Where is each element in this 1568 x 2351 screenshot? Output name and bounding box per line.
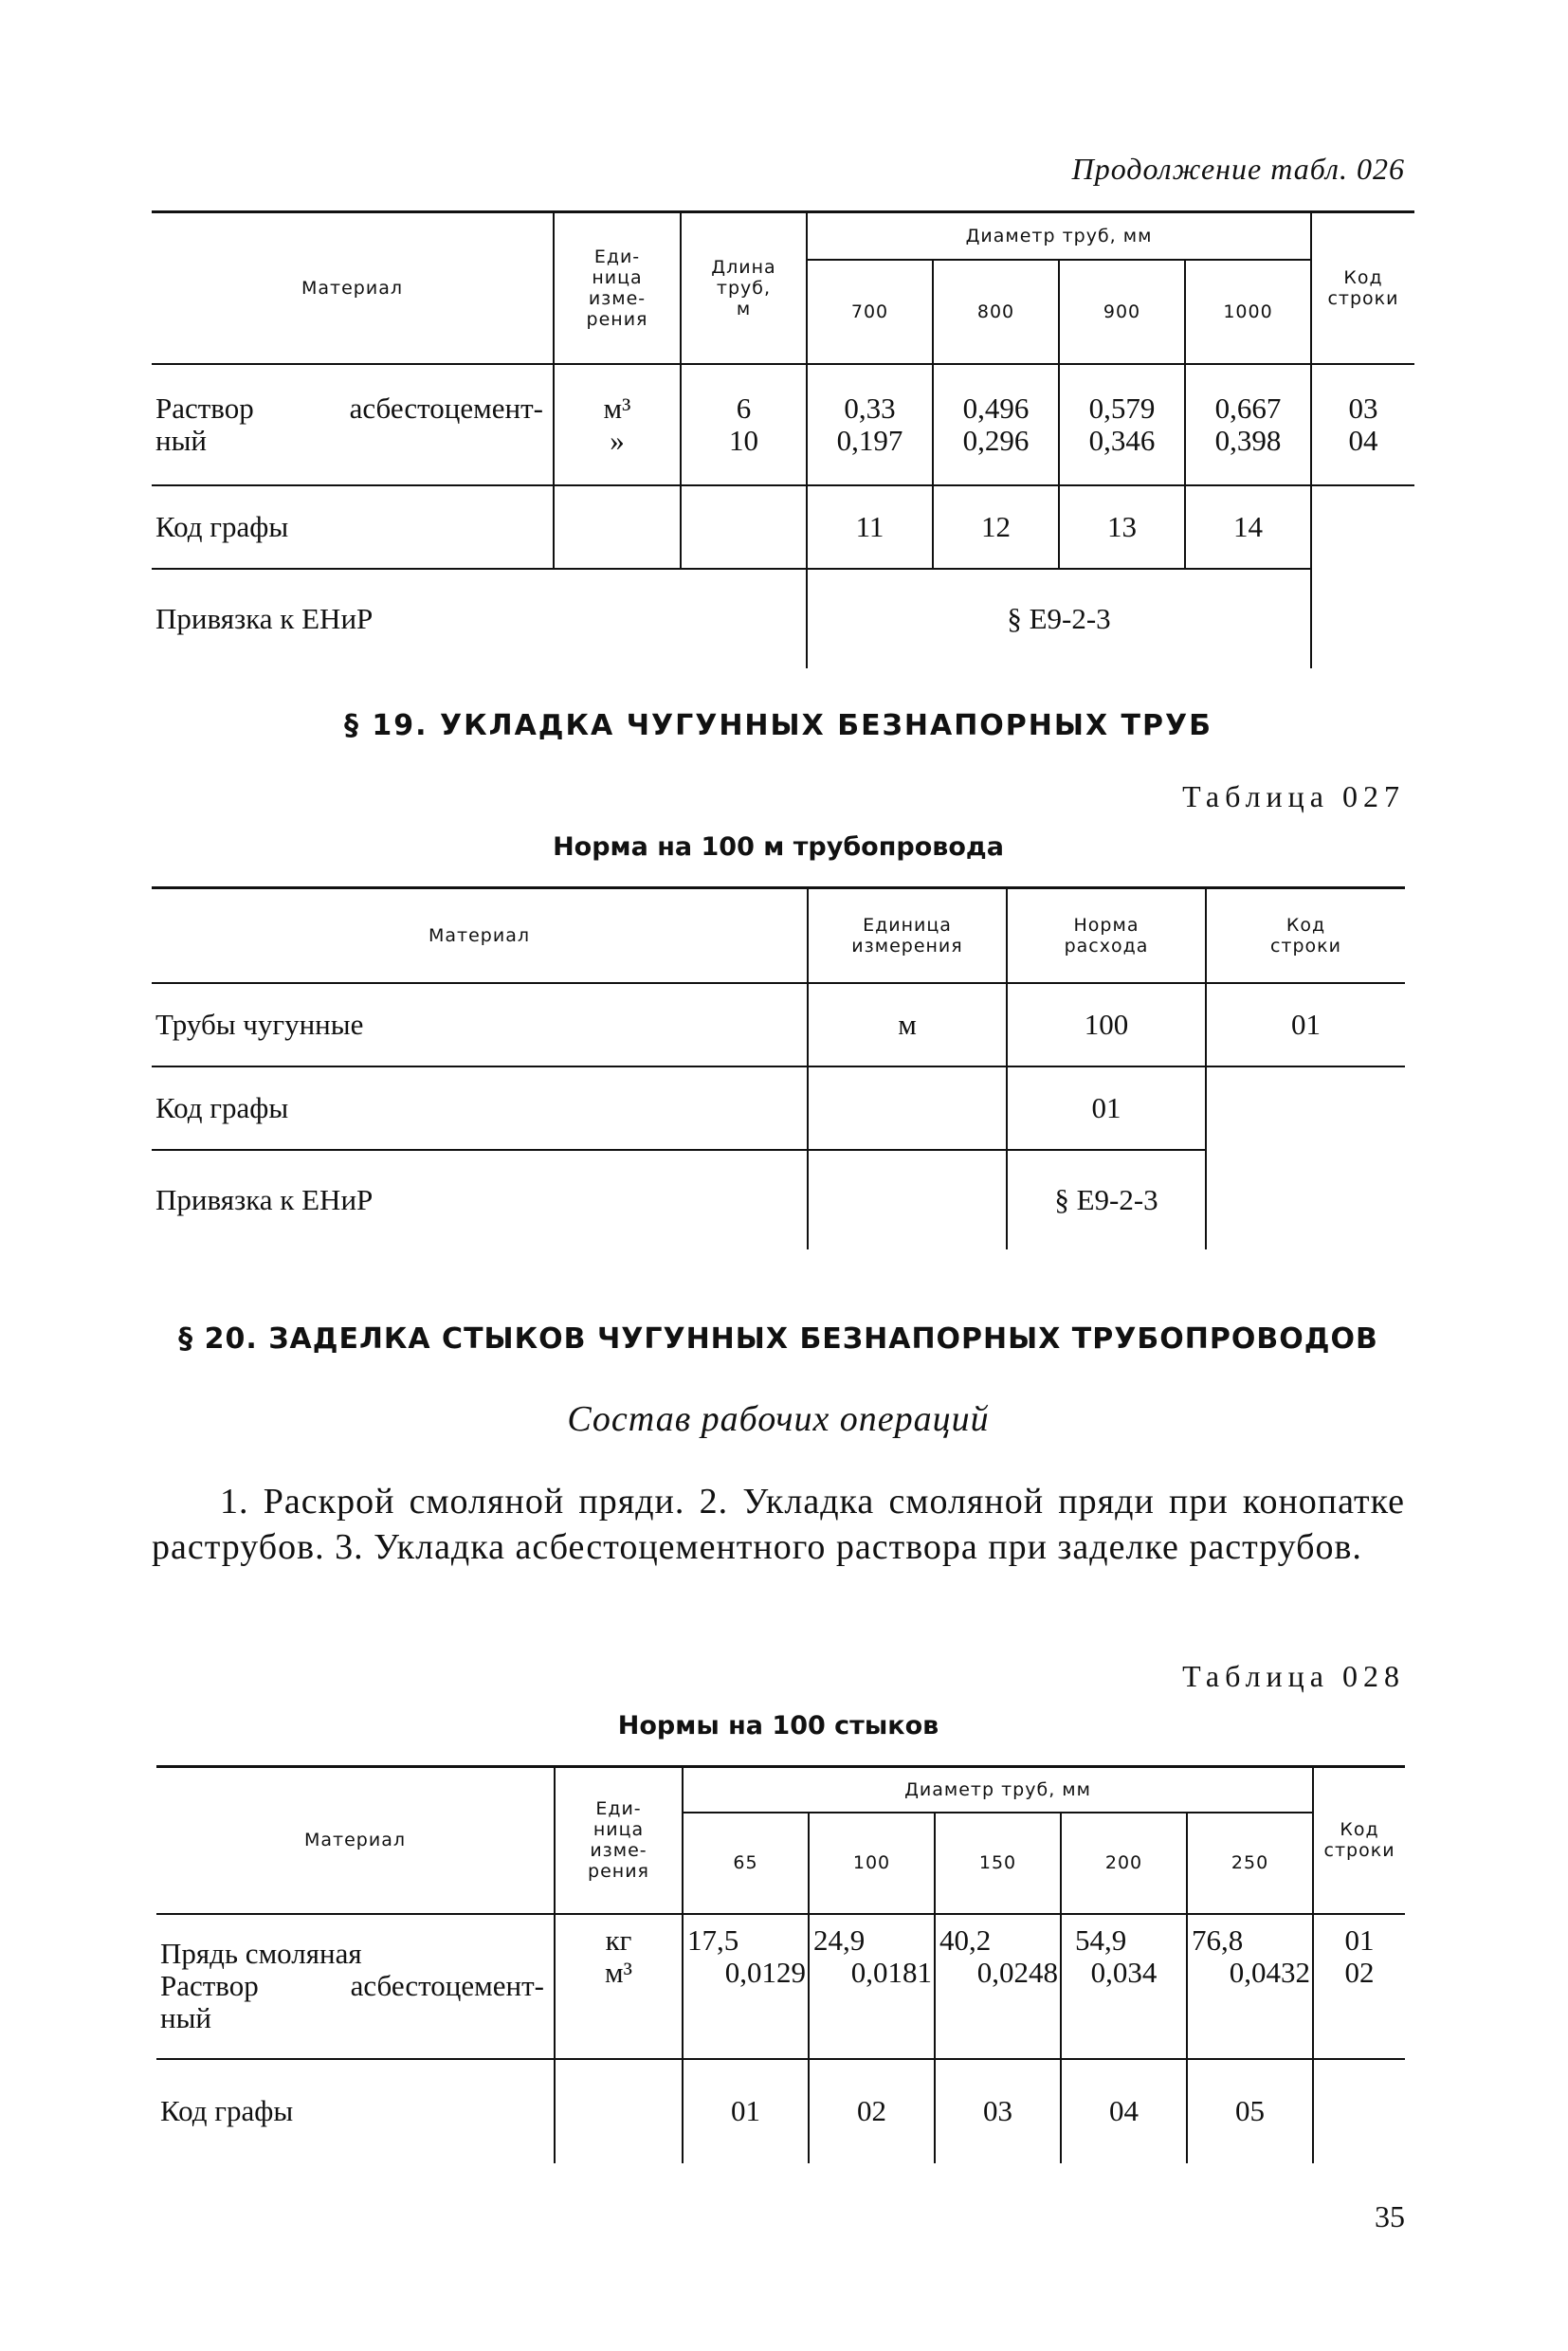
- section-20-title: § 20. ЗАДЕЛКА СТЫКОВ ЧУГУННЫХ БЕЗНАПОРНЫХ ТРУБОПРОВОДОВ: [178, 1322, 1378, 1356]
- operations-heading: Состав рабочих операций: [567, 1399, 990, 1439]
- row-value: 54,9 0,034: [1061, 1914, 1187, 2059]
- header-unit: Еди- ница изме- рения: [554, 212, 681, 364]
- header-diameter-value: 150: [935, 1813, 1061, 1914]
- header-material: Материал: [152, 888, 808, 983]
- header-diameter-value: 900: [1059, 260, 1185, 364]
- graph-code: 02: [809, 2059, 935, 2163]
- graph-code: 12: [933, 485, 1059, 569]
- enir-label: Привязка к ЕНиР: [155, 1182, 374, 1216]
- header-diameter-value: 700: [807, 260, 933, 364]
- row-value: 76,8 0,0432: [1187, 1914, 1313, 2059]
- header-diameter-value: 100: [809, 1813, 935, 1914]
- header-code: Код строки: [1313, 1767, 1405, 1914]
- header-code: Код строки: [1311, 212, 1414, 364]
- row-unit: м: [808, 983, 1007, 1066]
- row-code: 01 02: [1313, 1914, 1405, 2059]
- row-length: 6 10: [681, 364, 807, 485]
- header-norm: Норма расхода: [1007, 888, 1206, 983]
- header-diameter: Диаметр труб, мм: [807, 212, 1311, 260]
- header-material: Материал: [152, 212, 554, 364]
- row-unit: кг м³: [555, 1914, 683, 2059]
- enir-label: Привязка к ЕНиР: [155, 601, 374, 635]
- header-diameter-value: 800: [933, 260, 1059, 364]
- row-value: 0,667 0,398: [1185, 364, 1311, 485]
- header-length: Длина труб, м: [681, 212, 807, 364]
- header-diameter-value: 200: [1061, 1813, 1187, 1914]
- page-number: 35: [1375, 2199, 1405, 2233]
- graph-code: 01: [1007, 1066, 1206, 1150]
- enir-value: § Е9-2-3: [807, 569, 1311, 668]
- header-diameter-value: 65: [683, 1813, 809, 1914]
- table-028-label: Таблица 028: [1182, 1659, 1405, 1693]
- header-diameter-value: 1000: [1185, 260, 1311, 364]
- graph-code: 04: [1061, 2059, 1187, 2163]
- table-028-subtitle: Нормы на 100 стыков: [617, 1711, 939, 1740]
- graph-code: 14: [1185, 485, 1311, 569]
- row-unit: м³ »: [554, 364, 681, 485]
- row-value: 0,496 0,296: [933, 364, 1059, 485]
- graph-code: 03: [935, 2059, 1061, 2163]
- header-material: Материал: [156, 1767, 555, 1914]
- enir-value: § Е9-2-3: [1007, 1150, 1206, 1249]
- row-material: Раствор асбестоцемент- ный: [152, 364, 554, 485]
- row-code: 01: [1206, 983, 1405, 1066]
- graph-code: 13: [1059, 485, 1185, 569]
- graph-code: 05: [1187, 2059, 1313, 2163]
- row-value: 0,33 0,197: [807, 364, 933, 485]
- row-material: Прядь смоляная Раствор асбестоцемент- ный: [156, 1914, 555, 2059]
- row-value: 24,9 0,0181: [809, 1914, 935, 2059]
- graph-code-label: Код графы: [160, 2094, 294, 2127]
- table-026: [152, 210, 1414, 668]
- graph-code: 11: [807, 485, 933, 569]
- header-unit: Единица измерения: [808, 888, 1007, 983]
- header-diameter-value: 250: [1187, 1813, 1313, 1914]
- table-027: [152, 886, 1405, 1249]
- graph-code-label: Код графы: [152, 485, 554, 569]
- row-norm: 100: [1007, 983, 1206, 1066]
- graph-code: 01: [683, 2059, 809, 2163]
- row-code: 03 04: [1311, 364, 1414, 485]
- table-continuation-label: Продолжение табл. 026: [1071, 152, 1405, 186]
- operations-text: 1. Раскрой смоляной пряди. 2. Укладка смоляной пряди при конопатке раструбов. 3. Укладка асбестоцементного раствора при заделке раструбов.: [152, 1482, 1405, 1567]
- header-code: Код строки: [1206, 888, 1405, 983]
- row-material: Трубы чугунные: [152, 983, 808, 1066]
- section-19-title: § 19. УКЛАДКА ЧУГУННЫХ БЕЗНАПОРНЫХ ТРУБ: [343, 709, 1213, 742]
- row-value: 17,5 0,0129: [683, 1914, 809, 2059]
- row-value: 40,2 0,0248: [935, 1914, 1061, 2059]
- table-028: [156, 1765, 1405, 2163]
- table-027-subtitle: Норма на 100 м трубопровода: [553, 832, 1004, 862]
- row-value: 0,579 0,346: [1059, 364, 1185, 485]
- header-unit: Еди- ница изме- рения: [555, 1767, 683, 1914]
- graph-code-label: Код графы: [152, 1066, 808, 1150]
- table-027-label: Таблица 027: [1182, 779, 1405, 813]
- header-diameter: Диаметр труб, мм: [683, 1767, 1313, 1813]
